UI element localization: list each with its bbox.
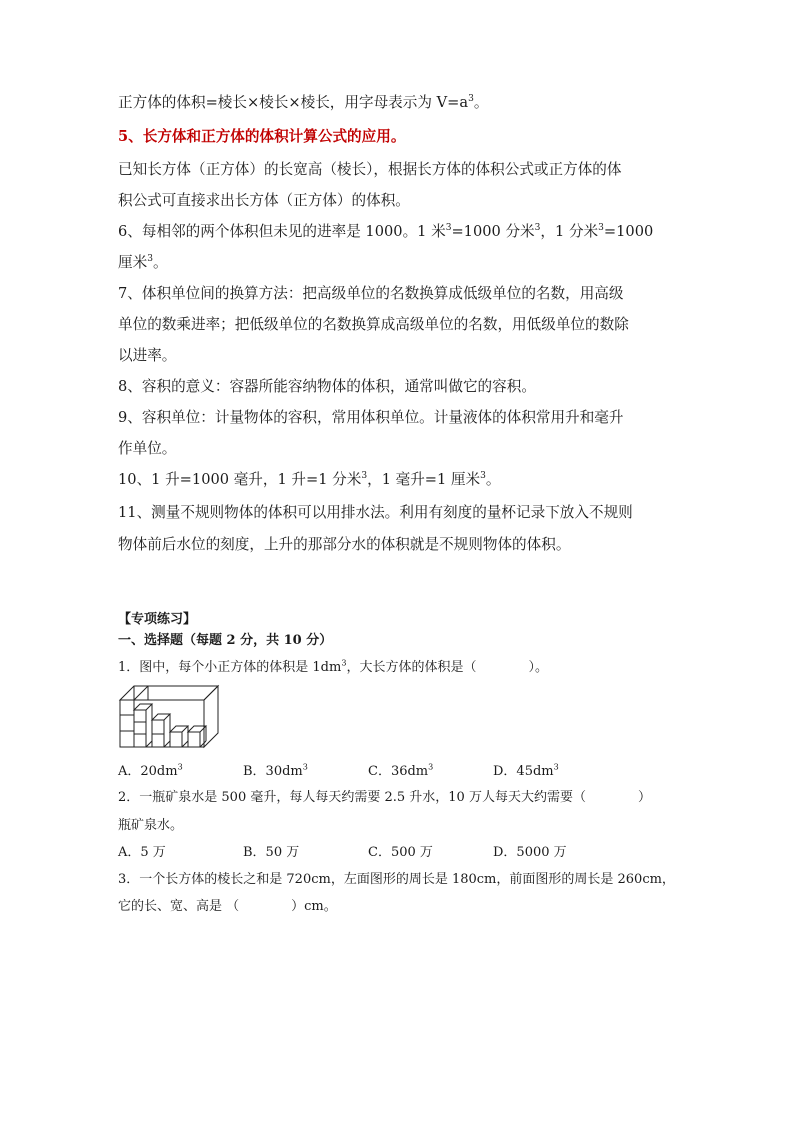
text-line: 9、容积单位：计量物体的容积，常用体积单位。计量液体的体积常用升和毫升 [118, 409, 624, 426]
question-2-text: 2．一瓶矿泉水是 500 毫升，每人每天约需要 2.5 升水，10 万人每天大约需要（ ） [118, 790, 651, 805]
text-line: 8、容积的意义：容器所能容纳物体的体积，通常叫做它的容积。 [118, 378, 536, 395]
cube-stack [134, 710, 146, 747]
text-line: 10、1 升=1000 毫升，1 升=1 分米$^3$，1 毫升=1 厘米$^3$。 [118, 471, 501, 488]
question-2-options [118, 844, 618, 862]
text-line: 以进率。 [118, 347, 177, 364]
text-line: 厘米$^3$。 [118, 254, 168, 271]
cube [188, 732, 200, 747]
option-a[interactable]: A．5 万 [118, 845, 166, 860]
question-1-options [118, 763, 618, 781]
question-2-text-cont: 瓶矿泉水。 [118, 818, 184, 833]
option-b[interactable]: B．50 万 [243, 845, 300, 860]
option-d[interactable]: D．5000 万 [493, 845, 567, 860]
text-line: 已知长方体（正方体）的长宽高（棱长），根据长方体的体积公式或正方体的体 [118, 161, 622, 178]
question-1-text: 1．图中，每个小正方体的体积是 $1dm^3$，大长方体的体积是（ ）。 [118, 658, 548, 675]
text-line: 作单位。 [118, 440, 177, 457]
cuboid-figure [118, 684, 220, 750]
text-line: 物体前后水位的刻度，上升的那部分水的体积就是不规则物体的体积。 [118, 536, 571, 553]
text-line: 积公式可直接求出长方体（正方体）的体积。 [118, 192, 410, 209]
section-heading-5: 5、长方体和正方体的体积计算公式的应用。 [118, 128, 406, 145]
question-part-title: 一、选择题（每题 2 分，共 10 分） [118, 633, 333, 648]
option-a[interactable]: A．$20dm^3$ [118, 762, 183, 779]
option-b[interactable]: B．$30dm^3$ [243, 762, 308, 779]
question-3-text: 3．一个长方体的棱长之和是 720cm，左面图形的周长是 180cm，前面图形的周长是 260cm， [118, 872, 675, 887]
text-line: 11、测量不规则物体的体积可以用排水法。利用有刻度的量杯记录下放入不规则 [118, 504, 633, 521]
text-line: 单位的数乘进率；把低级单位的名数换算成高级单位的名数，用低级单位的数除 [118, 316, 629, 333]
text-line: 7、体积单位间的换算方法：把高级单位的名数换算成低级单位的名数，用高级 [118, 285, 624, 302]
option-d[interactable]: D．$45dm^3$ [493, 762, 559, 779]
cube [170, 732, 182, 747]
practice-section-title: 【专项练习】 [118, 612, 197, 627]
cuboid-top-face [120, 686, 218, 700]
question-3-text-cont: 它的长、宽、高是 （ ）cm。 [118, 899, 337, 914]
cuboid-front-face [120, 700, 204, 747]
text-line: 6、每相邻的两个体积但未见的进率是 1000。1 米$^3$=1000 分米$^3$，1 分米$^3$=1000 [118, 223, 654, 240]
text-line: 正方体的体积=棱长×棱长×棱长，用字母表示为 $V=a^3$。 [118, 94, 489, 111]
option-c[interactable]: C．500 万 [368, 845, 433, 860]
option-c[interactable]: C．$36dm^3$ [368, 762, 434, 779]
